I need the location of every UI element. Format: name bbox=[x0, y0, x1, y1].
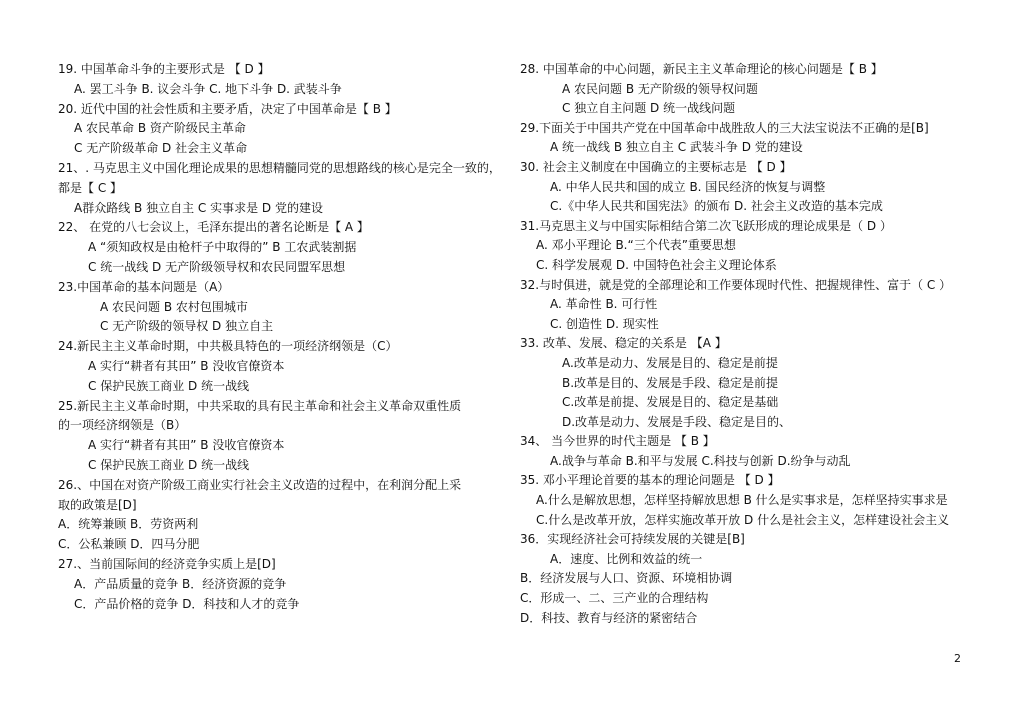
question-line: C 无产阶级革命 D 社会主义革命 bbox=[74, 141, 248, 156]
question-line: 30. 社会主义制度在中国确立的主要标志是 【 D 】 bbox=[520, 159, 792, 174]
question-line: 27.、当前国际间的经济竞争实质上是[D] bbox=[58, 556, 276, 571]
question-line: 取的政策是[D] bbox=[58, 497, 137, 512]
question-line: A 统一战线 B 独立自主 C 武装斗争 D 党的建设 bbox=[550, 140, 803, 155]
question-line: 33. 改革、发展、稳定的关系是 【A 】 bbox=[520, 336, 727, 351]
question-line: C 保护民族工商业 D 统一战线 bbox=[88, 378, 250, 393]
question-line: A. 罢工斗争 B. 议会斗争 C. 地下斗争 D. 武装斗争 bbox=[74, 81, 342, 96]
question-line: A．速度、比例和效益的统一 bbox=[550, 551, 703, 566]
question-line: C.什么是改革开放，怎样实施改革开放 D 什么是社会主义，怎样建设社会主义 bbox=[536, 512, 950, 527]
question-line: C．形成一、二、三产业的合理结构 bbox=[520, 591, 709, 606]
question-line: 32.与时俱进，就是党的全部理论和工作要体现时代性、把握规律性、富于（ C ） bbox=[520, 277, 952, 292]
question-line: 35. 邓小平理论首要的基本的理论问题是 【 D 】 bbox=[520, 473, 780, 488]
question-line: 20. 近代中国的社会性质和主要矛盾，决定了中国革命是【 B 】 bbox=[58, 101, 397, 116]
question-line: C. 创造性 D. 现实性 bbox=[550, 316, 659, 331]
question-line: D.改革是动力、发展是手段、稳定是目的、 bbox=[562, 414, 792, 429]
left-column bbox=[58, 60, 501, 614]
question-line: A.战争与革命 B.和平与发展 C.科技与创新 D.纷争与动乱 bbox=[550, 453, 851, 468]
question-line: 23.中国革命的基本问题是（A） bbox=[58, 279, 230, 294]
question-line: C.改革是前提、发展是目的、稳定是基础 bbox=[562, 395, 779, 410]
question-line: A “须知政权是由枪杆子中取得的” B 工农武装割据 bbox=[88, 240, 357, 255]
question-line: A.改革是动力、发展是目的、稳定是前提 bbox=[562, 355, 778, 370]
question-line: 都是【 C 】 bbox=[58, 180, 123, 195]
page-number: 2 bbox=[954, 652, 961, 665]
question-line: 21、. 马克思主义中国化理论成果的思想精髓同党的思想路线的核心是完全一致的， bbox=[58, 160, 501, 175]
question-line: C 统一战线 D 无产阶级领导权和农民同盟军思想 bbox=[88, 259, 346, 274]
question-line: 22、 在党的八七会议上，毛泽东提出的著名论断是【 A 】 bbox=[58, 220, 369, 235]
question-line: 26.、中国在对资产阶级工商业实行社会主义改造的过程中，在利润分配上采 bbox=[58, 477, 462, 492]
question-line: 的一项经济纲领是（B） bbox=[58, 418, 187, 433]
question-line: C．产品价格的竞争 D．科技和人才的竞争 bbox=[74, 596, 300, 611]
question-line: B．经济发展与人口、资源、环境相协调 bbox=[520, 571, 733, 586]
question-line: A 农民革命 B 资产阶级民主革命 bbox=[74, 121, 246, 136]
right-column bbox=[520, 60, 990, 628]
question-line: 25.新民主主义革命时期，中共采取的具有民主革命和社会主义革命双重性质 bbox=[58, 398, 462, 413]
question-line: A. 中华人民共和国的成立 B. 国民经济的恢复与调整 bbox=[550, 179, 826, 194]
question-line: 31.马克思主义与中国实际相结合第二次飞跃形成的理论成果是（ D ） bbox=[520, 218, 892, 233]
question-line: A 实行“耕者有其田” B 没收官僚资本 bbox=[88, 358, 285, 373]
question-line: A 农民问题 B 无产阶级的领导权问题 bbox=[562, 81, 758, 96]
question-line: B.改革是目的、发展是手段、稳定是前提 bbox=[562, 375, 779, 390]
question-line: A. 邓小平理论 B.“三个代表”重要思想 bbox=[536, 238, 736, 253]
question-line: 24.新民主主义革命时期，中共极具特色的一项经济纲领是（C） bbox=[58, 339, 398, 354]
question-line: D．科技、教育与经济的紧密结合 bbox=[520, 610, 698, 625]
question-line: 19. 中国革命斗争的主要形式是 【 D 】 bbox=[58, 62, 270, 76]
question-line: C 独立自主问题 D 统一战线问题 bbox=[562, 101, 736, 116]
question-line: C 无产阶级的领导权 D 独立自主 bbox=[100, 319, 274, 334]
question-line: C. 科学发展观 D. 中国特色社会主义理论体系 bbox=[536, 257, 777, 272]
question-line: 36．实现经济社会可持续发展的关键是[B] bbox=[520, 532, 745, 547]
question-line: A 农民问题 B 农村包围城市 bbox=[100, 299, 248, 314]
question-line: 28. 中国革命的中心问题，新民主主义革命理论的核心问题是【 B 】 bbox=[520, 62, 883, 76]
question-line: A.什么是解放思想，怎样坚持解放思想 B 什么是实事求是，怎样坚持实事求是 bbox=[536, 493, 948, 508]
question-line: 29.下面关于中国共产党在中国革命中战胜敌人的三大法宝说法不正确的是[B] bbox=[520, 120, 929, 135]
question-line: A．统筹兼顾 B．劳资两利 bbox=[58, 517, 199, 532]
question-line: A群众路线 B 独立自主 C 实事求是 D 党的建设 bbox=[74, 200, 323, 215]
question-line: 34、 当今世界的时代主题是 【 B 】 bbox=[520, 434, 715, 449]
question-line: C.《中华人民共和国宪法》的颁布 D. 社会主义改造的基本完成 bbox=[550, 199, 883, 214]
question-line: A. 革命性 B. 可行性 bbox=[550, 297, 658, 312]
question-line: C 保护民族工商业 D 统一战线 bbox=[88, 457, 250, 472]
question-line: A．产品质量的竞争 B．经济资源的竞争 bbox=[74, 576, 287, 591]
question-line: C．公私兼顾 D．四马分肥 bbox=[58, 537, 200, 552]
question-line: A 实行“耕者有其田” B 没收官僚资本 bbox=[88, 438, 285, 453]
